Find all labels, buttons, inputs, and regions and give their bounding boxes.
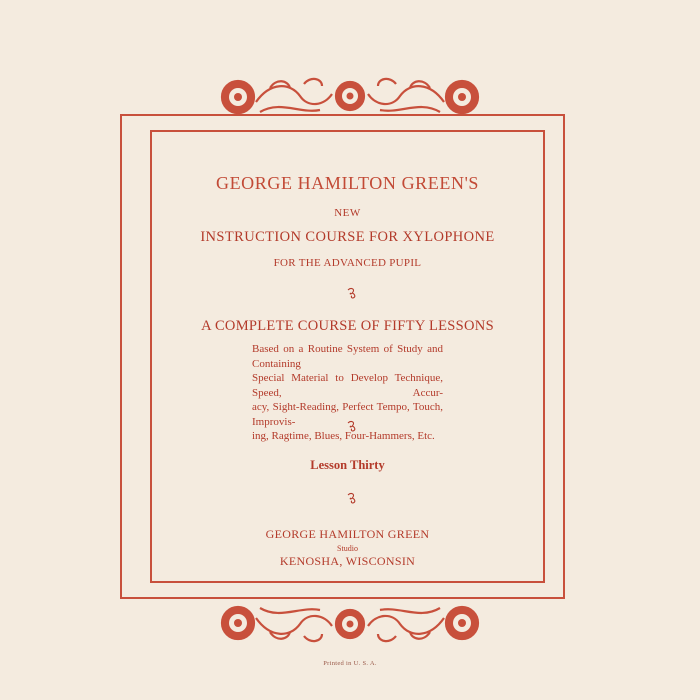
- publisher-city: KENOSHA, WISCONSIN: [279, 554, 416, 568]
- publisher-studio: Studio: [337, 544, 358, 553]
- author-title: GEORGE HAMILTON GREEN'S: [215, 173, 480, 193]
- description-line: acy, Sight-Reading, Perfect Tempo, Touch, Improvis-: [252, 401, 443, 428]
- printed-notice: Printed in U. S. A.: [323, 660, 377, 667]
- description-line: Special Material to Develop Technique, Speed, Accur-: [252, 372, 443, 399]
- pupil-label: FOR THE ADVANCED PUPIL: [273, 257, 422, 269]
- fifty-lessons-heading: A COMPLETE COURSE OF FIFTY LESSONS: [201, 318, 494, 334]
- description-line: Based on a Routine System of Study and Containing: [252, 343, 443, 370]
- course-title: INSTRUCTION COURSE FOR XYLOPHONE: [200, 229, 495, 245]
- publisher-name: GEORGE HAMILTON GREEN: [265, 527, 430, 541]
- description-line: ing, Ragtime, Blues, Four-Hammers, Etc.: [252, 430, 435, 442]
- top-ornament: [200, 72, 500, 122]
- flourish-divider-icon: [346, 420, 358, 432]
- lesson-number: Lesson Thirty: [310, 458, 385, 472]
- bottom-ornament: [200, 598, 500, 648]
- flourish-divider-icon: [346, 287, 358, 299]
- new-label: NEW: [334, 207, 361, 219]
- flourish-divider-icon: [346, 492, 358, 504]
